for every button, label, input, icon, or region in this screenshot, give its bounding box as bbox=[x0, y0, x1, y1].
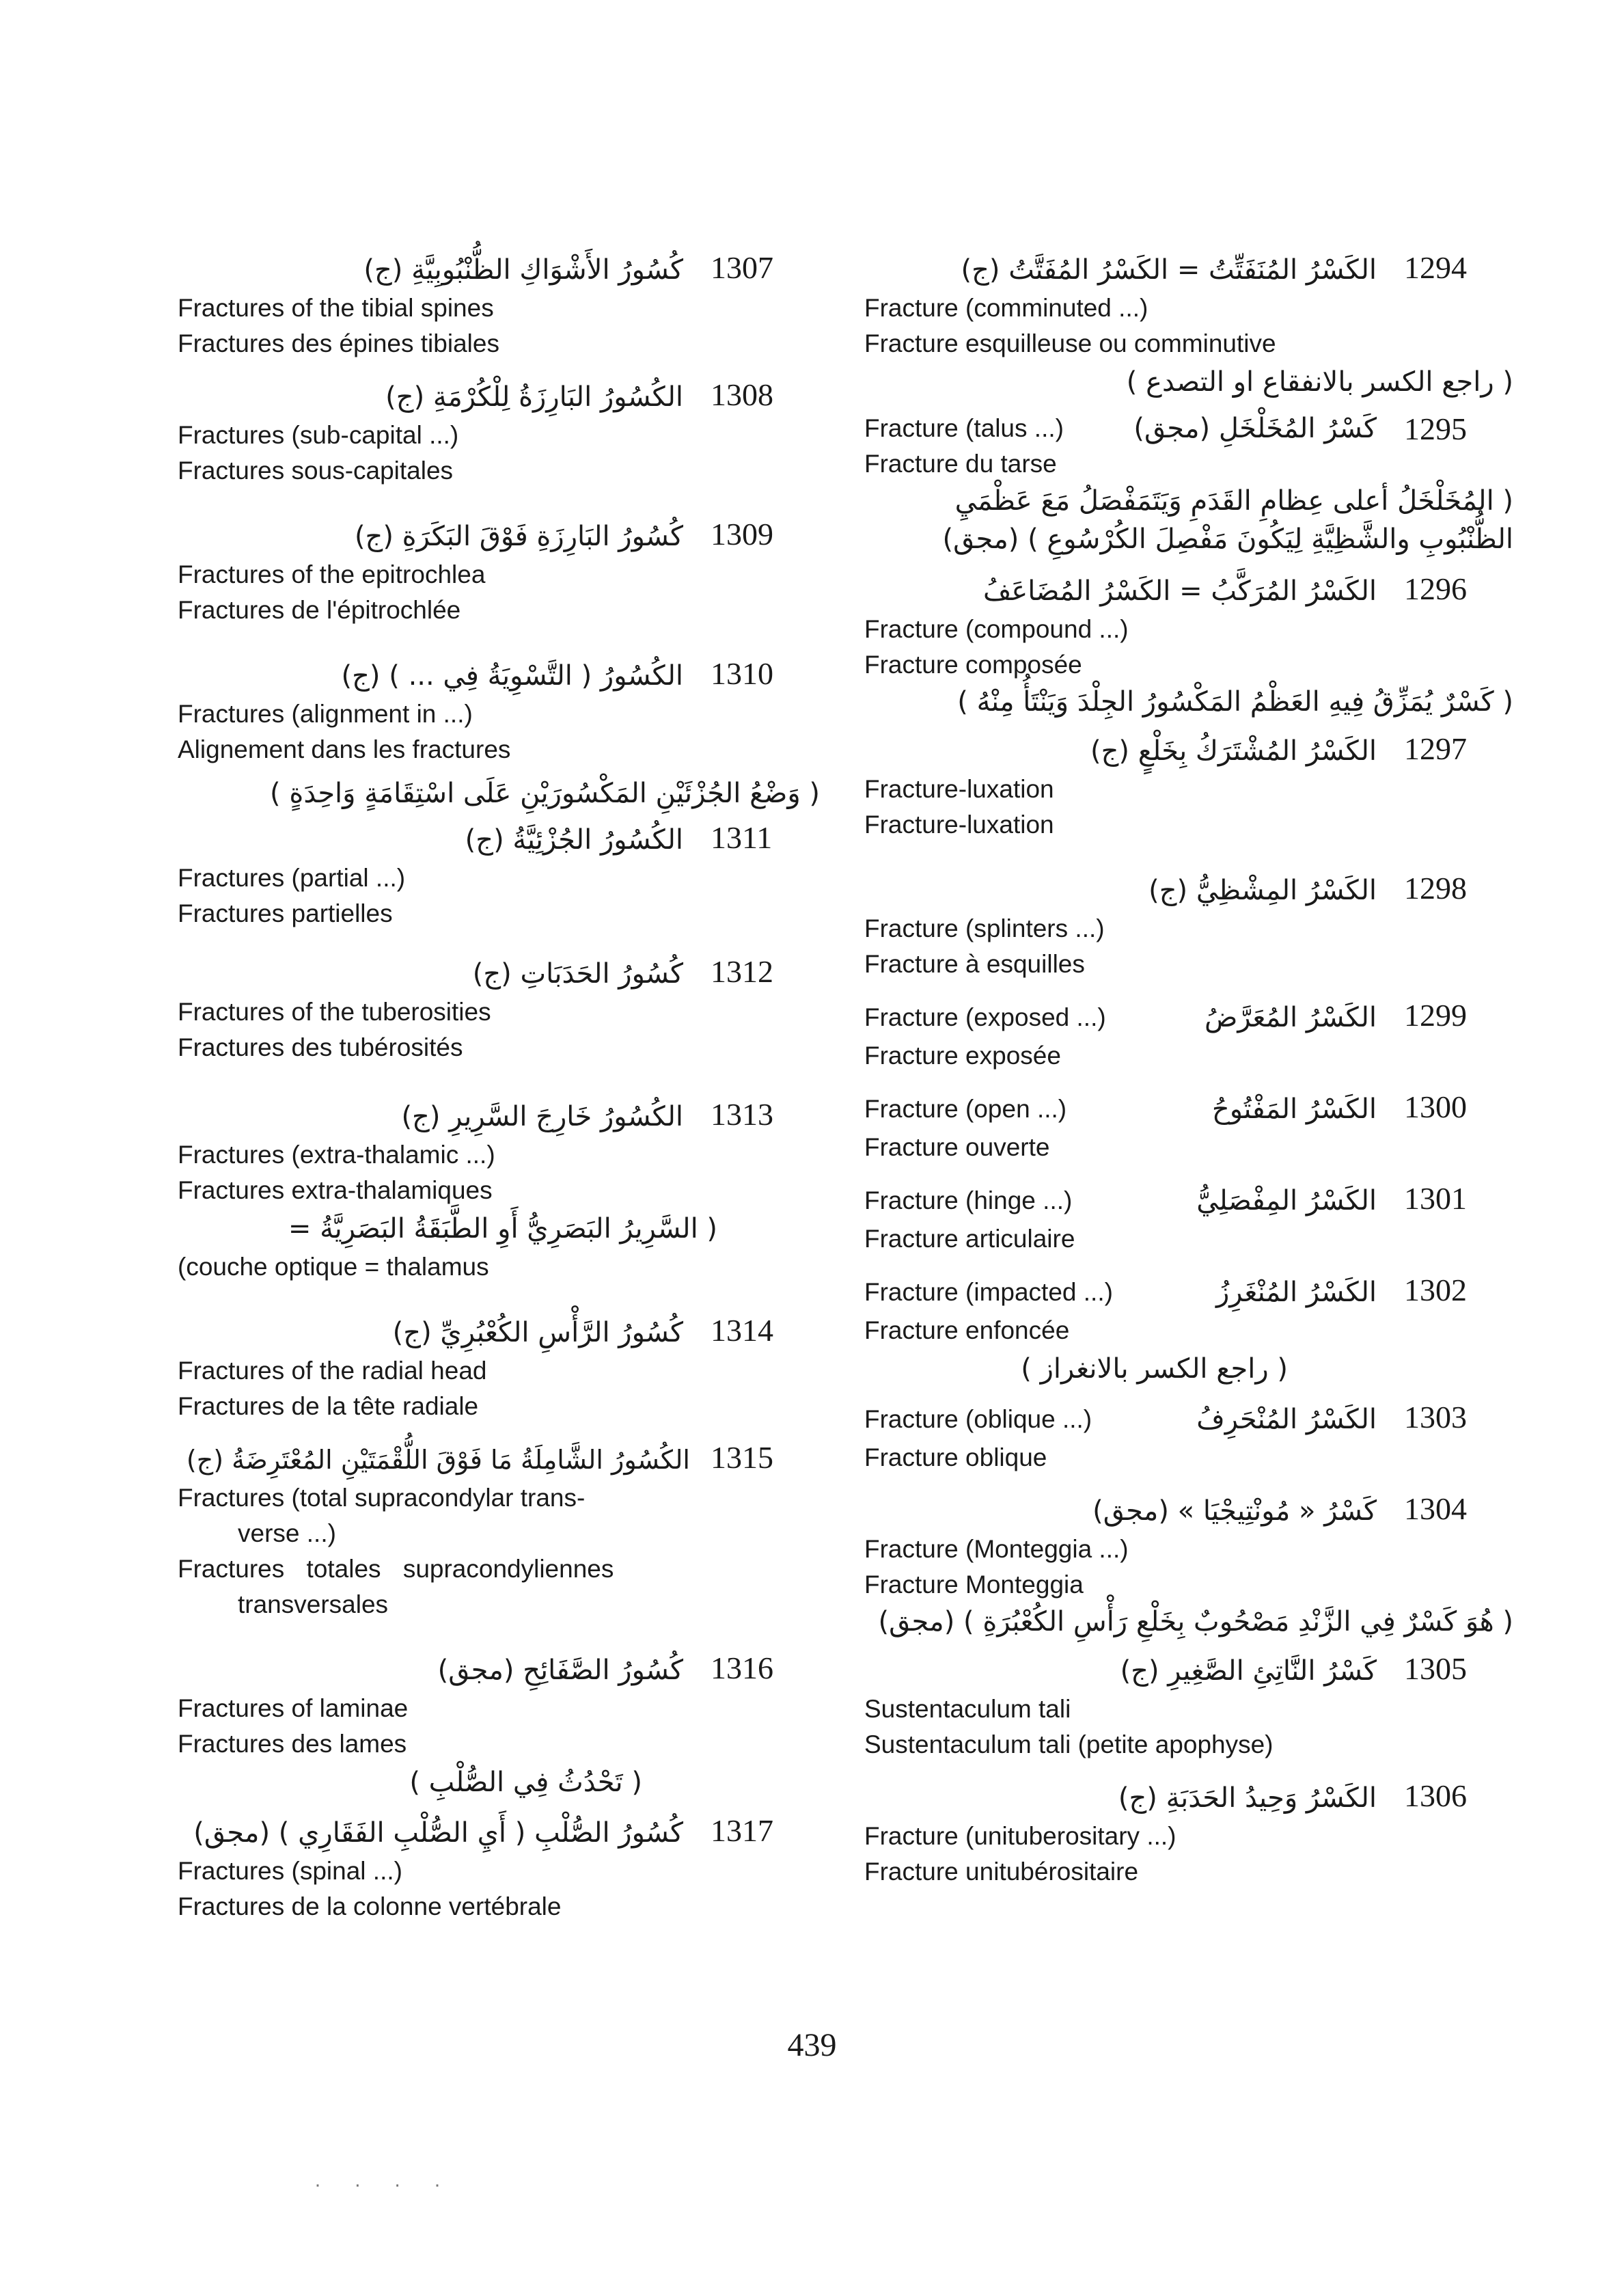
english-term: Fractures (sub-capital ...) bbox=[178, 421, 459, 449]
english-term: Fracture (hinge ...) bbox=[864, 1186, 1073, 1214]
arabic-note: ( السَّرِيرُ البَصَرِيُّ أَوِ الطَّبَقَةُ البَصَرِيَّةُ = bbox=[288, 1213, 717, 1245]
arabic-term: الكُسُورُ البَارِزَةُ لِلْكُرْمَةِ (ج) bbox=[385, 381, 683, 413]
entry-1311 bbox=[178, 819, 820, 932]
arabic-term: كُسُورُ الصَّفَائِحِ (مجق) bbox=[437, 1655, 683, 1686]
french-term: Fracture ouverte bbox=[864, 1133, 1050, 1161]
entry-1316 bbox=[178, 1650, 820, 1803]
english-term: Fracture-luxation bbox=[864, 775, 1054, 803]
arabic-note: ( كَسْرٌ يُمَزِّقُ فِيهِ العَظْمُ المَكْسُورُ الجِلْدَ وَيَنْتَأُ مِنْهُ ) bbox=[957, 686, 1513, 718]
english-term-cont: verse ...) bbox=[238, 1519, 336, 1547]
french-term: Fracture articulaire bbox=[864, 1225, 1075, 1253]
english-term: Fracture (open ...) bbox=[864, 1095, 1067, 1123]
entry-1304 bbox=[864, 1491, 1513, 1641]
french-term: Fracture exposée bbox=[864, 1042, 1061, 1070]
english-term: Fractures of the tuberosities bbox=[178, 998, 491, 1026]
entry-1310 bbox=[178, 655, 820, 813]
english-term: Fractures of the tibial spines bbox=[178, 294, 494, 322]
entry-number: 1301 bbox=[1404, 1181, 1467, 1216]
entry-number: 1307 bbox=[711, 250, 773, 285]
french-term: Fracture à esquilles bbox=[864, 950, 1085, 978]
entry-1305 bbox=[864, 1650, 1513, 1763]
french-term: Fractures de la colonne vertébrale bbox=[178, 1892, 562, 1920]
entry-number: 1297 bbox=[1404, 731, 1467, 766]
french-term: Fractures extra-thalamiques bbox=[178, 1176, 493, 1204]
english-term: Fracture (impacted ...) bbox=[864, 1278, 1113, 1306]
arabic-term: الكُسُورُ ( التَّسْوِيَةُ فِي ... ) (ج) bbox=[341, 660, 683, 692]
entry-number: 1306 bbox=[1404, 1778, 1467, 1813]
entry-number: 1294 bbox=[1404, 250, 1467, 285]
note-translation: (couche optique = thalamus bbox=[178, 1253, 489, 1281]
arabic-note: ( المُخَلْخَلُ أعلى عِظامِ القَدَمِ وَيَتَمَفْصَلُ مَعَ عَظْمَيِ الظُّنْبُوبِ والشَّظِيَّةِ لِيَكُونَ مَفْصِلَ الكُرْسُوعِ ) (مجق) bbox=[942, 485, 1513, 555]
entry-1307 bbox=[178, 249, 820, 362]
english-term: Fracture (unituberositary ...) bbox=[864, 1822, 1176, 1850]
right-column bbox=[864, 232, 1513, 1890]
french-term: Fracture-luxation bbox=[864, 811, 1054, 839]
english-term: Sustentaculum tali bbox=[864, 1695, 1071, 1723]
french-term: Fractures des épines tibiales bbox=[178, 329, 499, 357]
english-term: Fractures (partial ...) bbox=[178, 864, 406, 892]
entry-number: 1299 bbox=[1404, 998, 1467, 1033]
arabic-term: الكُسُورُ خَارِجَ السَّرِيرِ (ج) bbox=[401, 1101, 683, 1132]
entry-1303 bbox=[864, 1399, 1513, 1476]
arabic-note: ( تَحْدُثُ فِي الصُّلْبِ ) bbox=[409, 1767, 642, 1798]
arabic-term: الكَسْرُ المُنْحَرِفُ bbox=[1196, 1404, 1377, 1435]
french-term: Fracture du tarse bbox=[864, 450, 1057, 478]
english-term: Fractures (extra-thalamic ...) bbox=[178, 1141, 495, 1169]
entry-1295 bbox=[864, 411, 1513, 558]
entry-1301 bbox=[864, 1180, 1513, 1257]
entry-number: 1300 bbox=[1404, 1089, 1467, 1124]
french-term: Fracture esquilleuse ou comminutive bbox=[864, 329, 1276, 357]
entry-number: 1309 bbox=[711, 517, 773, 552]
entry-1314 bbox=[178, 1312, 820, 1424]
french-term: Fractures de la tête radiale bbox=[178, 1392, 479, 1420]
entry-number: 1316 bbox=[711, 1650, 773, 1685]
english-term: Fracture (Monteggia ...) bbox=[864, 1535, 1129, 1563]
english-term: Fracture (talus ...) bbox=[864, 414, 1064, 442]
arabic-term: الكَسْرُ المُشْتَرَكُ بِخَلْعٍ (ج) bbox=[1090, 735, 1377, 767]
english-term: Fracture (exposed ...) bbox=[864, 1003, 1106, 1031]
entry-1317 bbox=[178, 1812, 820, 1925]
french-term: Sustentaculum tali (petite apophyse) bbox=[864, 1730, 1274, 1758]
french-term: Fracture composée bbox=[864, 651, 1082, 679]
arabic-term: الكَسْرُ وَحِيدُ الحَدَبَةِ (ج) bbox=[1118, 1782, 1377, 1814]
english-term: Fracture (compound ...) bbox=[864, 615, 1129, 643]
arabic-term: الكَسْرُ المُرَكَّبُ = الكَسْرُ المُضَاعَفُ bbox=[982, 575, 1377, 607]
arabic-term: الكَسْرُ المَفْتُوحُ bbox=[1211, 1093, 1377, 1125]
entry-number: 1304 bbox=[1404, 1491, 1467, 1526]
entry-1306 bbox=[864, 1778, 1513, 1890]
entry-1302 bbox=[864, 1272, 1513, 1389]
arabic-term: الكُسُورُ الجُزْئِيَّةُ (ج) bbox=[465, 824, 683, 856]
entry-1308 bbox=[178, 377, 820, 489]
arabic-term: كُسُورُ الرَّأْسِ الكُعْبُرِيِّ (ج) bbox=[392, 1317, 683, 1348]
english-term: Fracture (comminuted ...) bbox=[864, 294, 1148, 322]
entry-1298 bbox=[864, 870, 1513, 982]
english-term: Fracture (oblique ...) bbox=[864, 1405, 1092, 1433]
arabic-note: ( وَضْعُ الجُزْئَيْنِ المَكْسُورَيْنِ عَلَى اسْتِقَامَةٍ وَاحِدَةٍ ) bbox=[270, 778, 820, 809]
scan-speckles: · · · · bbox=[314, 2173, 454, 2196]
entry-number: 1314 bbox=[711, 1313, 773, 1348]
entry-1313 bbox=[178, 1096, 820, 1285]
english-term: Fractures of the epitrochlea bbox=[178, 560, 486, 588]
french-term: Fractures des lames bbox=[178, 1730, 407, 1758]
arabic-term: كَسْرُ النَّاتِئِ الصَّغِيرِ (ج) bbox=[1120, 1655, 1377, 1687]
entry-number: 1317 bbox=[711, 1813, 773, 1848]
entry-number: 1298 bbox=[1404, 871, 1467, 906]
french-term: Fracture Monteggia bbox=[864, 1571, 1084, 1599]
entry-number: 1302 bbox=[1404, 1273, 1467, 1307]
entry-1315 bbox=[178, 1439, 820, 1622]
entry-number: 1313 bbox=[711, 1097, 773, 1132]
entry-number: 1310 bbox=[711, 656, 773, 691]
entry-1296 bbox=[864, 571, 1513, 721]
arabic-note: ( هُوَ كَسْرٌ فِي الزَّنْدِ مَصْحُوبٌ بِخَلْعِ رَأْسِ الكُعْبُرَةِ ) (مجق) bbox=[878, 1606, 1513, 1637]
entry-1312 bbox=[178, 953, 820, 1065]
entry-1299 bbox=[864, 997, 1513, 1074]
french-term: Fractures sous-capitales bbox=[178, 457, 454, 485]
entry-1294 bbox=[864, 249, 1513, 403]
arabic-term: كُسُورُ الحَدَبَاتِ (ج) bbox=[472, 958, 683, 990]
arabic-term: الكَسْرُ المُنَفَتِّتُ = الكَسْرُ المُفَتَّتُ (ج) bbox=[961, 254, 1377, 286]
entry-1297 bbox=[864, 731, 1513, 843]
entry-number: 1303 bbox=[1404, 1400, 1467, 1435]
french-term: Fractures des tubérosités bbox=[178, 1033, 463, 1061]
entry-number: 1312 bbox=[711, 954, 773, 989]
french-term: Alignement dans les fractures bbox=[178, 735, 511, 763]
english-term: Fractures (spinal ...) bbox=[178, 1857, 402, 1885]
entry-1309 bbox=[178, 516, 820, 628]
entry-number: 1311 bbox=[711, 820, 773, 855]
entry-number: 1315 bbox=[711, 1440, 773, 1475]
french-term-cont: transversales bbox=[238, 1590, 389, 1618]
entry-number: 1295 bbox=[1404, 411, 1467, 446]
arabic-term: الكَسْرُ المِشْظِيُّ (ج) bbox=[1148, 875, 1377, 906]
arabic-term: كَسْرُ « مُونْتِيجْيَا » (مجق) bbox=[1092, 1495, 1377, 1527]
left-column bbox=[178, 232, 820, 1925]
arabic-term: الكَسْرُ المِفْصَلِيُّ bbox=[1196, 1185, 1377, 1216]
english-term: Fractures (alignment in ...) bbox=[178, 700, 473, 728]
arabic-note: ( راجع الكسر بالانغراز ) bbox=[1021, 1353, 1288, 1385]
french-term: Fractures partielles bbox=[178, 899, 393, 927]
english-term: Fracture (splinters ...) bbox=[864, 914, 1105, 942]
entry-number: 1305 bbox=[1404, 1651, 1467, 1686]
entry-number: 1308 bbox=[711, 377, 773, 412]
arabic-term: الكَسْرُ المُنْغَرِزُ bbox=[1215, 1277, 1377, 1308]
french-term: Fractures de l'épitrochlée bbox=[178, 596, 461, 624]
arabic-term: كُسُورُ الأَشْوَاكِ الظُّنْبُوبِيَّةِ (ج) bbox=[363, 254, 683, 286]
arabic-term: كَسْرُ المُخَلْخَلِ (مجق) bbox=[1133, 413, 1377, 444]
french-term: Fracture enfoncée bbox=[864, 1316, 1070, 1344]
arabic-term: كُسُورُ الصُّلْبِ ( أَيِ الصُّلْبِ الفَقَارِي ) (مجق) bbox=[193, 1817, 683, 1849]
english-term: Fractures of laminae bbox=[178, 1694, 409, 1722]
french-term: Fractures totales supracondyliennes bbox=[178, 1555, 614, 1583]
english-term: Fractures of the radial head bbox=[178, 1357, 487, 1385]
entry-number: 1296 bbox=[1404, 571, 1467, 606]
arabic-term: الكَسْرُ المُعَرَّضُ bbox=[1204, 1002, 1377, 1033]
entry-1300 bbox=[864, 1089, 1513, 1165]
arabic-term: الكُسُورُ الشَّامِلَةُ مَا فَوْقَ اللُّقْمَتَيْنِ المُعْتَرِضَةُ (ج) bbox=[186, 1445, 690, 1475]
english-term: Fractures (total supracondylar trans- bbox=[178, 1484, 586, 1512]
arabic-term: كُسُورُ البَارِزَةِ فَوْقَ البَكَرَةِ (ج) bbox=[354, 521, 683, 552]
french-term: Fracture oblique bbox=[864, 1443, 1047, 1471]
arabic-note: ( راجع الكسر بالانفقاع او التصدع ) bbox=[1126, 366, 1513, 398]
page-number: 439 bbox=[787, 2027, 837, 2063]
french-term: Fracture unitubérositaire bbox=[864, 1858, 1139, 1886]
